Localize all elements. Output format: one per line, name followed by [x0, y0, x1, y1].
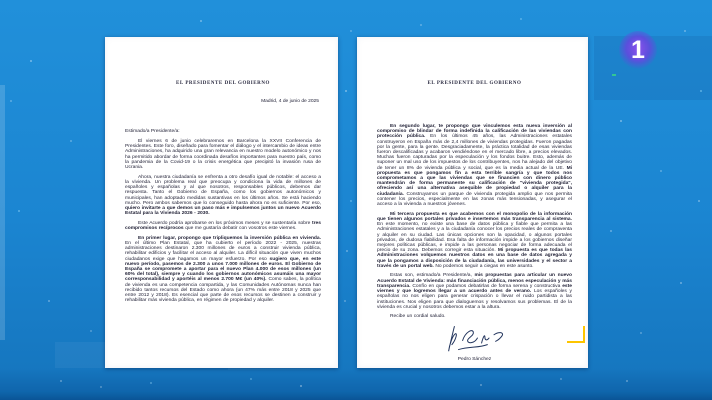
text-segment: En este momento, no existe una base de datos pública y fiable que permita a las Administraciones estatales y a la ciudadanía conocer los precios reales de compraventa y alquiler en su ciudad. Las únicas opciones son la opacidad, o algunos portales privados, de dudosa fiabilidad. Esa falta de información impide a los gobiernos diseñar mejores políticas públicas, e impide a las personas negociar de forma adecuada el precio de su zona. Debemos corregir esta situación.	[377, 222, 572, 254]
bold-text-segment: tres compromisos recíprocos	[125, 220, 321, 232]
bold-text-segment: mis propuestas para articular un nuevo Acuerdo Estatal de Vivienda: más financiación pública, menos especulación y más transparencia.	[377, 273, 573, 289]
bold-text-segment: En segundo lugar, te propongo que vinculemos esta nueva inversión al compromiso de blindar de forma indefinida la calificación de las viviendas con protección pública.	[377, 124, 572, 140]
text-segment: Ahora, nuestra ciudadanía se enfrenta a otro desafío igual de notable: el acceso a la vivienda. Un problema real que preocupa y condiciona la vida de millones de españoles y españolas y al que nosotros, responsables públicos, debemos dar respuesta. Tanto el Gobierno de España, como los gobiernos autonómicos y municipales, han adoptado medidas sustantivas en los últimos años. Se está haciendo mucho. Pero ambos sabemos que lo conseguido hasta ahora no es suficiente. Por eso,	[125, 174, 321, 206]
handwritten-signature-icon	[432, 324, 518, 357]
text-segment: En el último Plan Estatal, que ha cubierto el período 2022 - 2025, nuestras administraciones destinaron 2.300 millones de euros a construir vivienda pública, rehabilitar edificios y facilitar el acceso al alquiler. La difícil situación que viven muchos ciudadanos exige que hagamos un mayor esfuerzo. Por eso	[125, 240, 321, 262]
letterhead-title: EL PRESIDENTE DEL GOBIERNO	[176, 81, 270, 86]
bold-text-segment: quiero invitarte a que demos un paso más e impulsemos juntos un nuevo Acuerdo Estatal para la Vivienda 2026 - 2030.	[125, 205, 321, 217]
letter-paragraph	[377, 314, 572, 319]
letter-paragraph	[377, 212, 572, 269]
signatory-name: Pedro Sánchez	[457, 357, 492, 363]
bold-text-segment: Mi propuesta es que todas las Administraciones volquemos nuestros datos en una base de datos agregada y que la pongamos a disposición de la ciudadanía, las universidades y el sector a través de un portal web.	[377, 248, 572, 269]
channel-number-label: 1	[631, 35, 645, 64]
letter-paragraph	[125, 175, 321, 217]
text-segment: En los últimos 45 años, las Administraciones estatales construyeron en España más de 2,4 millones de viviendas protegidas. Fueron pagadas por la gente, para la gente. Desgraciadamente, la práctica totalidad de esas viviendas fueron descalificadas y acabaron vendiéndose en el mercado libre, a precios elevados. Muchas fueron capturadas por la especulación y los fondos buitre. Esto, además de suponer un mal uso de los impuestos de los contribuyentes, nos ha alejado del objetivo de tener un 8% de vivienda pública y social, que es la media actual de la UE.	[377, 134, 572, 171]
bold-text-segment: En primer lugar, propongo que tripliquemos la inversión pública en vivienda.	[138, 235, 321, 241]
text-segment: Como sabes, la política de vivienda es una competencia compartida, y las Comunidades Autónomas nunca han recibido tantos recursos del Estado como ahora (un 47% más entre 2018 y 2025 que entre 2012 y 2018). Es esencial que parte de esos recursos se destinen a construir y rehabilitar más vivienda pública, en régimen de propiedad y alquiler.	[125, 277, 321, 304]
bold-text-segment: sugiero que, en este nuevo período, pasemos de 2.300 a unos 7.000 millones de euros. El Gobierno de España se compromete a aportar para el nuevo Plan 4.000 de esos millones (un 60% del total), siempre y cuando los gobiernos autonómicos asumáis una mayor corresponsabilidad y aportéis al menos 2.700 M€ (un 40%).	[125, 256, 322, 283]
letter-paragraph	[125, 236, 321, 304]
text-segment: Recibe un cordial saludo.	[390, 314, 446, 320]
letter-salutation: Estimado/a Presidente/a:	[125, 129, 180, 134]
text-segment: Estas son, estimado/a Presidente/a,	[390, 273, 475, 279]
signature-block	[377, 324, 572, 362]
la1-channel-logo	[619, 31, 657, 69]
bottom-band	[0, 391, 712, 400]
text-segment: Confío en que podamos debatirlas de forma serena y constructiva	[410, 283, 563, 289]
text-segment: Construyamos un parque de vivienda protegida amplio que nos permita contener los precios, especialmente en las zonas más tensionadas, y asegurar el acceso a la vivienda a nuestros jóvenes.	[377, 191, 572, 208]
letterhead-title: EL PRESIDENTE DEL GOBIERNO	[427, 81, 522, 86]
letter-date: Madrid, 4 de junio de 2025	[261, 99, 319, 104]
letter-paragraph	[125, 139, 321, 170]
letter-page-1	[105, 37, 338, 368]
bold-text-segment: Mi tercera propuesta es que acabemos con el monopolio de la información que tienen algunos portales privados e insertemos más transparencia al sistema.	[377, 211, 572, 222]
background-noise-specks	[0, 0, 2, 2]
bold-text-segment: Mi propuesta es que pongamos fin a esta terrible sangría y que todos nos comprometamos a que las viviendas que se financien con dinero público mantendrán de forma permanente su calificación de "vivienda protegida", ofreciendo así una alternativa asequible de propiedad o alquiler para la ciudadanía.	[377, 165, 572, 197]
text-segment: El viernes 6 de junio celebraremos en Barcelona la XXVII Conferencia de Presidentes. Este foro, diseñado para fomentar el diálogo y el intercambio de ideas entre Administraciones, ha adquirido una gran relevancia en nuestro modelo autonómico y nos ha permitido abordar de forma coordinada desafíos importantes para nuestro país, como la pandemia de la Covid-19 o la crisis energética que precipitó la invasión rusa de Ucrania.	[125, 139, 321, 171]
text-segment: Los españoles y españolas no nos eligen para generar crispación o llevar el ruido partidista a las instituciones. Nos eligen para que dialoguemos y resolvamos sus problemas. El de la vivienda es crucial y nosotros debemos estar a la altura.	[377, 289, 572, 310]
background-artifact-dash	[612, 74, 616, 76]
highlight-corner-marker	[567, 326, 585, 343]
letter-paragraph	[125, 221, 321, 231]
letter-page-2	[357, 37, 588, 368]
text-segment: Este Acuerdo podría aprobarse en los próximos meses y se sustentaría sobre	[138, 220, 313, 226]
letter-body	[125, 139, 321, 303]
letter-body	[377, 124, 572, 320]
text-segment: que me gustaría debatir con vosotros este viernes.	[183, 226, 297, 232]
text-segment: No podemos seguir a ciegas en este asunto.	[433, 263, 534, 269]
letter-paragraph	[377, 273, 572, 309]
bold-text-segment: este viernes y que logremos llegar a un acuerdo antes de verano.	[377, 283, 572, 295]
background-edge-strip	[0, 85, 5, 340]
letter-paragraph	[377, 124, 572, 207]
